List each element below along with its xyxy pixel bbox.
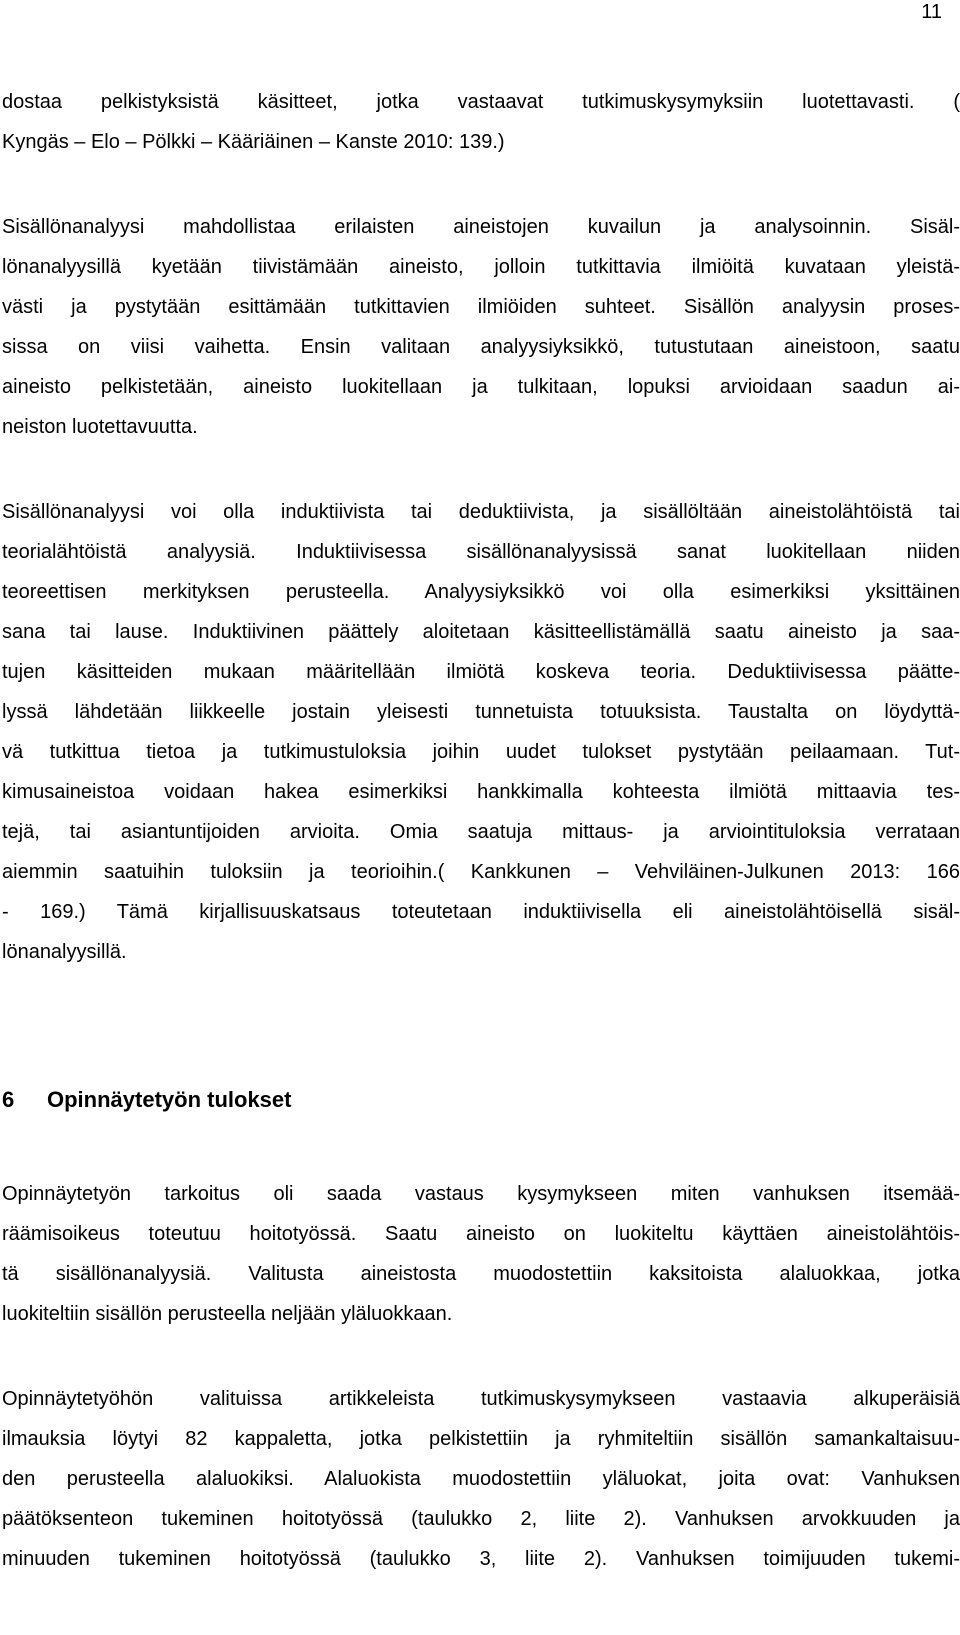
paragraph-1-line-2: Kyngäs – Elo – Pölkki – Kääriäinen – Kanste 2010: 139.)	[2, 131, 505, 153]
paragraph-3-line-8: kimusaineistoa voidaan hakea esimerkiksi hankkimalla kohteesta ilmiötä mittaavia tes-	[2, 781, 960, 803]
paragraph-3-line-2: teorialähtöistä analyysiä. Induktiivisessa sisällönanalyysissä sanat luokitellaan niiden	[2, 541, 960, 563]
paragraph-2-line-1: Sisällönanalyysi mahdollistaa erilaisten aineistojen kuvailun ja analysoinnin. Sisäl-	[2, 216, 960, 238]
paragraph-5-line-4: päätöksenteon tukeminen hoitotyössä (taulukko 2, liite 2). Vanhuksen arvokkuuden ja	[2, 1508, 960, 1530]
paragraph-3-line-11: - 169.) Tämä kirjallisuuskatsaus toteutetaan induktiivisella eli aineistolähtöisellä sisäl-	[2, 901, 960, 923]
paragraph-2-line-5: aineisto pelkistetään, aineisto luokitellaan ja tulkitaan, lopuksi arvioidaan saadun ai-	[2, 376, 960, 398]
paragraph-5-line-2: ilmauksia löytyi 82 kappaletta, jotka pelkistettiin ja ryhmiteltiin sisällön samankaltaisuu-	[2, 1428, 960, 1450]
paragraph-2-line-3: västi ja pystytään esittämään tutkittavien ilmiöiden suhteet. Sisällön analyysin proses-	[2, 296, 960, 318]
paragraph-3-line-9: tejä, tai asiantuntijoiden arvioita. Omia saatuja mittaus- ja arviointituloksia verrataan	[2, 821, 960, 843]
paragraph-3-line-3: teoreettisen merkityksen perusteella. Analyysiyksikkö voi olla esimerkiksi yksittäinen	[2, 581, 960, 603]
paragraph-5-line-3: den perusteella alaluokiksi. Alaluokista muodostettiin yläluokat, joita ovat: Vanhuksen	[2, 1468, 960, 1490]
paragraph-2-line-6: neiston luotettavuutta.	[2, 416, 198, 438]
section-heading	[2, 1087, 291, 1113]
paragraph-4-line-1: Opinnäytetyön tarkoitus oli saada vastaus kysymykseen miten vanhuksen itsemää-	[2, 1183, 960, 1205]
paragraph-4-line-4: luokiteltiin sisällön perusteella neljään yläluokkaan.	[2, 1303, 453, 1325]
paragraph-4-line-3: tä sisällönanalyysiä. Valitusta aineistosta muodostettiin kaksitoista alaluokkaa, jotka	[2, 1263, 960, 1285]
paragraph-3-line-6: lyssä lähdetään liikkeelle jostain yleisesti tunnetuista totuuksista. Taustalta on löydyttä-	[2, 701, 960, 723]
paragraph-2-line-2: lönanalyysillä kyetään tiivistämään aineisto, jolloin tutkittavia ilmiöitä kuvataan yleistä-	[2, 256, 960, 278]
paragraph-3-line-12: lönanalyysillä.	[2, 941, 127, 963]
section-title: Opinnäytetyön tulokset	[47, 1087, 292, 1112]
paragraph-4-line-2: räämisoikeus toteutuu hoitotyössä. Saatu aineisto on luokiteltu käyttäen aineistolähtöis-	[2, 1223, 960, 1245]
paragraph-5-line-1: Opinnäytetyöhön valituissa artikkeleista tutkimuskysymykseen vastaavia alkuperäisiä	[2, 1388, 960, 1410]
section-number: 6	[2, 1087, 15, 1112]
paragraph-3-line-5: tujen käsitteiden mukaan määritellään ilmiötä koskeva teoria. Deduktiivisessa päätte-	[2, 661, 960, 683]
paragraph-3-line-7: vä tutkittua tietoa ja tutkimustuloksia joihin uudet tulokset pystytään peilaamaan. Tut-	[2, 741, 960, 763]
paragraph-3-line-10: aiemmin saatuihin tuloksiin ja teorioihin.( Kankkunen – Vehviläinen-Julkunen 2013: 166	[2, 861, 960, 883]
paragraph-3-line-4: sana tai lause. Induktiivinen päättely aloitetaan käsitteellistämällä saatu aineisto ja saa-	[2, 621, 960, 643]
paragraph-2-line-4: sissa on viisi vaihetta. Ensin valitaan analyysiyksikkö, tutustutaan aineistoon, saatu	[2, 336, 960, 358]
paragraph-5-line-5: minuuden tukeminen hoitotyössä (taulukko 3, liite 2). Vanhuksen toimijuuden tukemi-	[2, 1548, 960, 1570]
paragraph-1-line-1: dostaa pelkistyksistä käsitteet, jotka vastaavat tutkimuskysymyksiin luotettavasti. (	[2, 91, 960, 113]
paragraph-3-line-1: Sisällönanalyysi voi olla induktiivista tai deduktiivista, ja sisällöltään aineistolähtöistä tai	[2, 501, 960, 523]
page-number: 11	[921, 1, 942, 23]
